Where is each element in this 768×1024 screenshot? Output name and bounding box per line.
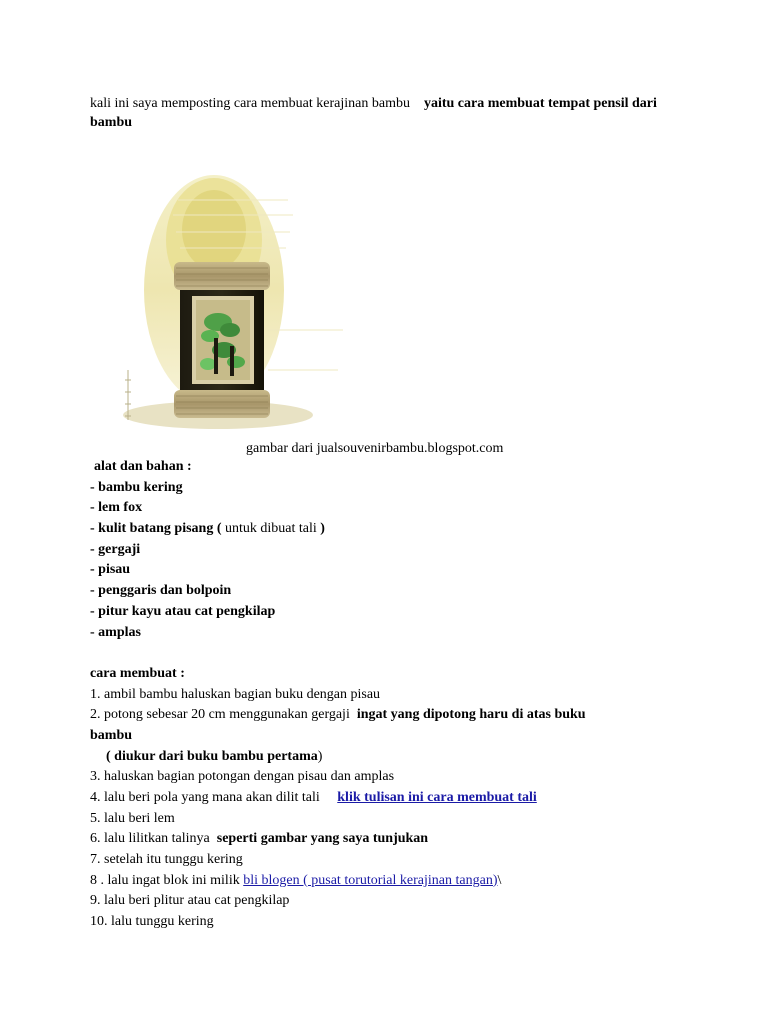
material-item: - gergaji bbox=[90, 541, 141, 557]
step-5: 5. lalu beri lem bbox=[90, 810, 175, 826]
material-item: - lem fox bbox=[90, 500, 143, 516]
step-4 bbox=[90, 788, 690, 809]
material-item-close: ) bbox=[320, 521, 325, 537]
step-8-text: 8 . lalu ingat blok ini milik bbox=[90, 872, 240, 888]
bamboo-pencil-holder-image bbox=[118, 170, 348, 432]
step-8-end: \ bbox=[497, 872, 502, 888]
step-10: 10. lalu tunggu kering bbox=[90, 914, 214, 930]
step-6 bbox=[90, 829, 690, 850]
blog-link[interactable]: bli blogen ( pusat torutorial kerajinan tangan) bbox=[243, 872, 498, 888]
step-2-paren-close: ) bbox=[317, 748, 323, 764]
step-6-text: 6. lalu lilitkan talinya bbox=[90, 831, 210, 847]
materials-heading: alat dan bahan : bbox=[94, 459, 192, 474]
step-6-note: seperti gambar yang saya tunjukan bbox=[216, 831, 429, 847]
step-7: 7. setelah itu tunggu kering bbox=[90, 852, 243, 868]
intro-paragraph bbox=[90, 94, 690, 132]
step-2-note-cont: bambu bbox=[90, 727, 133, 743]
image-caption: gambar dari jualsouvenirbambu.blogspot.com bbox=[246, 441, 504, 456]
material-item bbox=[90, 519, 690, 540]
step-2-text: 2. potong sebesar 20 cm menggunakan gergaji bbox=[90, 707, 350, 723]
rope-tutorial-link[interactable]: klik tulisan ini cara membuat tali bbox=[337, 790, 537, 805]
step-2 bbox=[90, 705, 690, 726]
step-2-paren bbox=[90, 747, 690, 768]
steps-heading: cara membuat : bbox=[90, 665, 185, 681]
material-item-label: - kulit batang pisang ( bbox=[90, 521, 222, 537]
step-2-note: ingat yang dipotong haru di atas buku bbox=[356, 707, 586, 723]
material-item: - pitur kayu atau cat pengkilap bbox=[90, 603, 276, 619]
material-item: - pisau bbox=[90, 562, 131, 578]
step-8 bbox=[90, 871, 690, 892]
content-body bbox=[90, 457, 690, 933]
material-item: - amplas bbox=[90, 624, 141, 640]
step-4-text: 4. lalu beri pola yang mana akan dilit tali bbox=[90, 790, 320, 805]
step-1: 1. ambil bambu haluskan bagian buku dengan pisau bbox=[90, 686, 381, 702]
step-3: 3. haluskan bagian potongan dengan pisau dan amplas bbox=[90, 769, 395, 785]
intro-text: kali ini saya memposting cara membuat kerajinan bambu bbox=[90, 96, 410, 111]
material-item: - penggaris dan bolpoin bbox=[90, 583, 232, 599]
intro-bold-text: yaitu cara membuat tempat pensil dari bambu bbox=[90, 96, 657, 130]
step-2-paren-text: ( diukur dari buku bambu pertama bbox=[106, 748, 318, 764]
material-item-note: untuk dibuat tali bbox=[221, 521, 321, 537]
material-item: - bambu kering bbox=[90, 479, 183, 495]
step-9: 9. lalu beri plitur atau cat pengkilap bbox=[90, 893, 290, 909]
pencil-holder-illustration bbox=[118, 170, 348, 432]
